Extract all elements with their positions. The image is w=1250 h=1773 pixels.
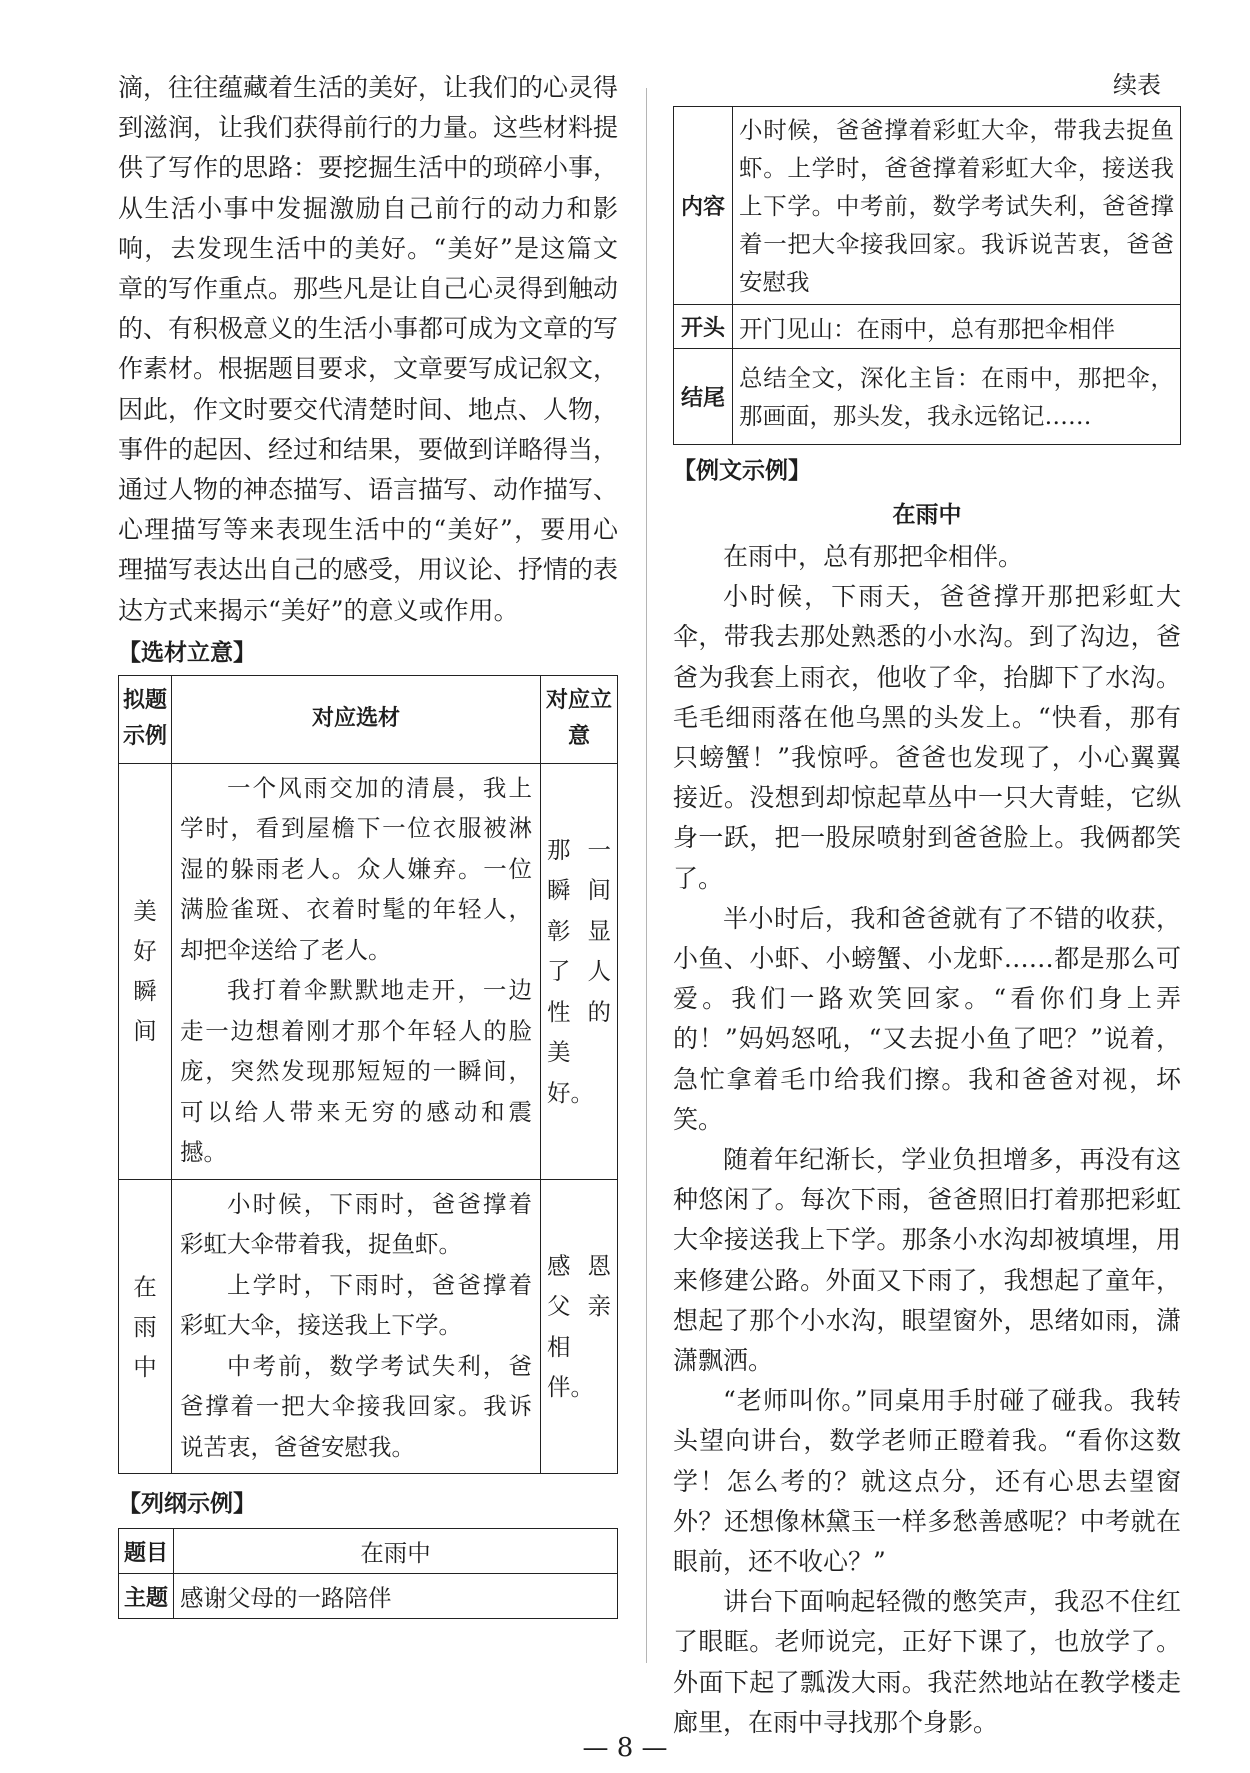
intro-paragraph: 滴，往往蕴藏着生活的美好，让我们的心灵得到滋润，让我们获得前行的力量。这些材料提供了写作的思路：要挖掘生活中的琐碎小事，从生活小事中发掘激励自己前行的动力和影响，去发现生活中的美好。“美好”是这篇文章的写作重点。那些凡是让自己心灵得到触动的、有积极意义的生活小事都可成为文章的写作素材。根据题目要求，文章要写成记叙文，因此，作文时要交代清楚时间、地点、人物，事件的起因、经过和结果，要做到详略得当，通过人物的神态描写、语言描写、动作描写、心理描写等来表现生活中的“美好”，要用心理描写表达出自己的感受，用议论、抒情的表达方式来揭示“美好”的意义或作用。: [118, 73, 619, 625]
essay-paragraph: “老师叫你。”同桌用手肘碰了碰我。我转头望向讲台，数学老师正瞪着我。“看你这数学！怎么考的？就这点分，还有心思去望窗外？还想像林黛玉一样多愁善感呢？中考就在眼前，还不收心？”: [673, 1386, 1181, 1577]
outline-value: 开门见山：在雨中，总有那把伞相伴: [733, 305, 1181, 349]
outline-value: 小时候，爸爸撑着彩虹大伞，带我去捉鱼虾。上学时，爸爸撑着彩虹大伞，接送我上下学。中考前，数学考试失利，爸爸撑着一把大伞接我回家。我诉说苦衷，爸爸安慰我: [733, 107, 1181, 305]
row-material: [172, 1179, 541, 1474]
essay-paragraph: 讲台下面响起轻微的憋笑声，我忍不住红了眼眶。老师说完，正好下课了，也放学了。外面下起了瓢泼大雨。我茫然地站在教学楼走廊里，在雨中寻找那个身影。: [673, 1587, 1181, 1737]
essay-body: [673, 537, 1181, 1743]
header-material: 对应选材: [172, 675, 541, 763]
section-heading-example: 【例文示例】: [673, 458, 811, 484]
outline-label: 内容: [674, 107, 733, 305]
outline-value: 在雨中: [174, 1529, 618, 1574]
outline-value: 总结全文，深化主旨：在雨中，那把伞，那画面，那头发，我永远铭记……: [733, 349, 1181, 445]
material-line: 中考前，数学考试失利，爸爸撑着一把大伞接我回家。我诉说苦衷，爸爸安慰我。: [180, 1351, 532, 1461]
header-title-example: 拟题示例: [119, 675, 172, 763]
row-title: 美好瞬间: [119, 763, 172, 1179]
outline-label: 开头: [674, 305, 733, 349]
material-line: 小时候，下雨时，爸爸撑着彩虹大伞带着我，捉鱼虾。: [180, 1189, 532, 1259]
outline-label: 主题: [119, 1574, 174, 1619]
left-column: [118, 68, 618, 1619]
row-idea: 感恩父亲相伴。: [541, 1179, 618, 1474]
essay-title: 在雨中: [892, 502, 962, 528]
column-divider: [646, 88, 647, 1663]
header-idea: 对应立意: [541, 675, 618, 763]
row-material: [172, 763, 541, 1179]
page-number: — 8 —: [582, 1733, 668, 1763]
material-table: [118, 675, 618, 1475]
outline-label: 结尾: [674, 349, 733, 445]
section-heading-material: 【选材立意】: [118, 639, 256, 666]
essay-paragraph: 半小时后，我和爸爸就有了不错的收获，小鱼、小虾、小螃蟹、小龙虾……都是那么可爱。我们一路欢笑回家。“看你们身上弄的！”妈妈怒吼，“又去捉小鱼了吧？”说着，急忙拿着毛巾给我们擦。我和爸爸对视，坏笑。: [673, 903, 1181, 1134]
right-column: [673, 68, 1181, 1743]
row-idea: 那一瞬间彰显了人性的美好。: [541, 763, 618, 1179]
material-line: 我打着伞默默地走开，一边走一边想着刚才那个年轻人的脸庞，突然发现那短短的一瞬间，可以给人带来无穷的感动和震撼。: [180, 976, 532, 1167]
outline-table: [118, 1528, 618, 1619]
outline-label: 题目: [119, 1529, 174, 1574]
essay-paragraph: 小时候，下雨天，爸爸撑开那把彩虹大伞，带我去那处熟悉的小水沟。到了沟边，爸爸为我套上雨衣，他收了伞，抬脚下了水沟。毛毛细雨落在他乌黑的头发上。“快看，那有只螃蟹！”我惊呼。爸爸也发现了，小心翼翼接近。没想到却惊起草丛中一只大青蛙，它纵身一跃，把一股尿喷射到爸爸脸上。我俩都笑了。: [673, 582, 1181, 893]
section-heading-outline: 【列纲示例】: [118, 1491, 256, 1518]
continued-label: 续表: [1113, 71, 1161, 99]
essay-paragraph: 在雨中，总有那把伞相伴。: [723, 542, 1024, 571]
outline-value: 感谢父母的一路陪伴: [174, 1574, 618, 1619]
material-line: 上学时，下雨时，爸爸撑着彩虹大伞，接送我上下学。: [180, 1270, 532, 1340]
row-title: 在雨中: [119, 1179, 172, 1474]
material-line: 一个风雨交加的清晨，我上学时，看到屋檐下一位衣服被淋湿的躲雨老人。众人嫌弃。一位满脸雀斑、衣着时髦的年轻人，却把伞送给了老人。: [180, 773, 532, 964]
outline-table-continued: [673, 106, 1181, 445]
essay-paragraph: 随着年纪渐长，学业负担增多，再没有这种悠闲了。每次下雨，爸爸照旧打着那把彩虹大伞接送我上下学。那条小水沟却被填埋，用来修建公路。外面又下雨了，我想起了童年，想起了那个小水沟，眼望窗外，思绪如雨，潇潇飘洒。: [673, 1145, 1181, 1376]
